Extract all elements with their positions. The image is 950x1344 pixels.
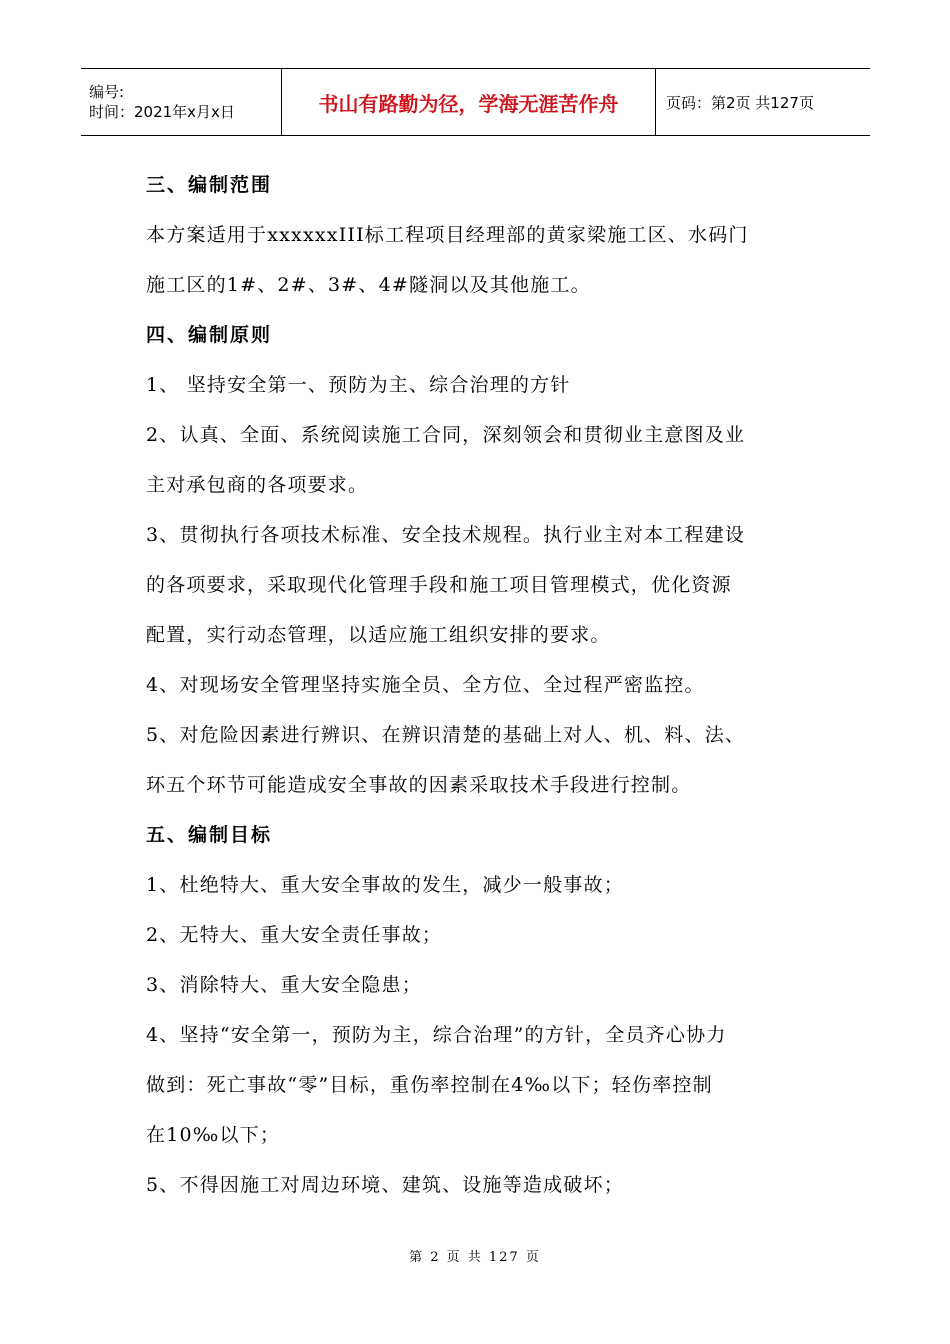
paragraph-line: 做到：死亡事故“零”目标，重伤率控制在4‰以下；轻伤率控制	[146, 1074, 713, 1096]
paragraph-line: 3、消除特大、重大安全隐患；	[146, 974, 422, 996]
paragraph-line: 5、不得因施工对周边环境、建筑、设施等造成破坏；	[146, 1174, 624, 1196]
page-header	[81, 68, 870, 136]
paragraph-line: 5、对危险因素进行辨识、在辨识清楚的基础上对人、机、料、法、	[146, 724, 746, 746]
paragraph-line: 4、坚持“安全第一，预防为主，综合治理”的方针，全员齐心协力	[146, 1024, 727, 1046]
paragraph-line: 1、 坚持安全第一、预防为主、综合治理的方针	[146, 374, 571, 396]
paragraph-line: 4、对现场安全管理坚持实施全员、全方位、全过程严密监控。	[146, 674, 705, 696]
header-meta	[81, 69, 282, 135]
page-footer: 第 2 页 共 127 页	[409, 1250, 541, 1265]
section-heading: 三、编制范围	[146, 174, 273, 196]
header-motto: 书山有路勤为径，学海无涯苦作舟	[282, 69, 656, 135]
paragraph-line: 的各项要求，采取现代化管理手段和施工项目管理模式，优化资源	[146, 574, 732, 596]
paragraph-line: 3、贯彻执行各项技术标准、安全技术规程。执行业主对本工程建设	[146, 524, 746, 546]
header-page-number: 页码：第2页 共127页	[666, 93, 814, 112]
section-heading: 四、编制原则	[146, 324, 273, 346]
paragraph-line: 施工区的1#、2#、3#、4#隧洞以及其他施工。	[146, 274, 591, 296]
paragraph-line: 在10‰以下；	[146, 1124, 281, 1146]
paragraph-line: 配置，实行动态管理，以适应施工组织安排的要求。	[146, 624, 611, 646]
paragraph-line: 1、杜绝特大、重大安全事故的发生，减少一般事故；	[146, 874, 624, 896]
document-body	[146, 160, 816, 1210]
document-number-label: 编号:	[89, 83, 125, 101]
paragraph-line: 本方案适用于xxxxxxIII标工程项目经理部的黄家梁施工区、水码门	[146, 224, 749, 246]
paragraph-line: 2、无特大、重大安全责任事故；	[146, 924, 443, 946]
paragraph-line: 2、认真、全面、系统阅读施工合同，深刻领会和贯彻业主意图及业	[146, 424, 746, 446]
paragraph-line: 主对承包商的各项要求。	[146, 474, 369, 496]
section-heading: 五、编制目标	[146, 824, 273, 846]
document-date: 时间：2021年x月x日	[89, 103, 235, 121]
paragraph-line: 环五个环节可能造成安全事故的因素采取技术手段进行控制。	[146, 774, 692, 796]
